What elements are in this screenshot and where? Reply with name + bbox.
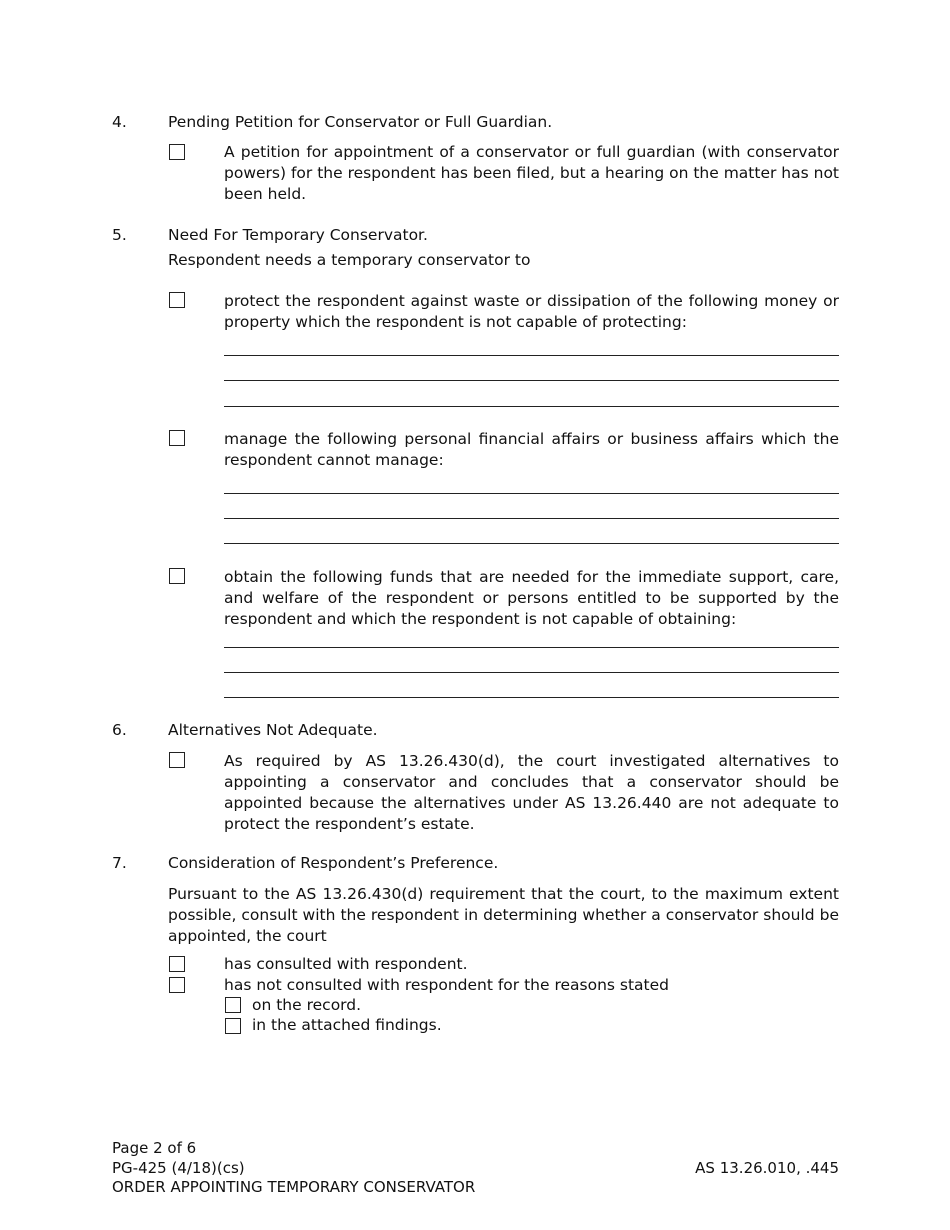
section-6-number: 6. [112, 721, 127, 739]
section-7-not-consulted-text: has not consulted with respondent for the reasons stated [224, 976, 670, 994]
section-5-option-c-text: obtain the following funds that are needed for the immediate support, care, and welfare of the respondent or persons entitled to be supported by the respondent and which the respondent is not capable of obtaining: [224, 568, 839, 628]
section-5-option-b-line-1[interactable] [224, 493, 839, 494]
section-5-option-c-checkbox[interactable] [169, 568, 185, 584]
section-7-consulted-text: has consulted with respondent. [224, 955, 468, 973]
section-5-option-c-line-2[interactable] [224, 672, 839, 673]
section-5-option-a-line-3[interactable] [224, 406, 839, 407]
section-5-option-a-text: protect the respondent against waste or dissipation of the following money or property which the respondent is not capable of protecting: [224, 292, 839, 331]
section-7-attached-findings-checkbox[interactable] [225, 1018, 241, 1034]
section-7-number: 7. [112, 854, 127, 872]
section-7-heading: Consideration of Respondent’s Preference. [168, 854, 499, 872]
section-5-option-a-line-1[interactable] [224, 355, 839, 356]
section-5-option-c-line-1[interactable] [224, 647, 839, 648]
section-5-option-b-line-3[interactable] [224, 543, 839, 544]
section-7-consulted-checkbox[interactable] [169, 956, 185, 972]
section-7-intro: Pursuant to the AS 13.26.430(d) requirement that the court, to the maximum extent possible, consult with the respondent in determining whether a conservator should be appointed, the court [168, 885, 839, 945]
section-5-number: 5. [112, 226, 127, 244]
section-5-intro: Respondent needs a temporary conservator to [168, 251, 531, 269]
footer-form-id: PG-425 (4/18)(cs) [112, 1159, 245, 1177]
section-7-attached-findings-text: in the attached findings. [252, 1016, 442, 1034]
section-7-on-record-checkbox[interactable] [225, 997, 241, 1013]
section-7-on-record-text: on the record. [252, 996, 362, 1014]
footer-page-number: Page 2 of 6 [112, 1139, 197, 1157]
section-4-checkbox[interactable] [169, 144, 185, 160]
section-5-option-b-checkbox[interactable] [169, 430, 185, 446]
section-5-heading: Need For Temporary Conservator. [168, 226, 428, 244]
section-6-heading: Alternatives Not Adequate. [168, 721, 378, 739]
footer-form-title: ORDER APPOINTING TEMPORARY CONSERVATOR [112, 1178, 476, 1196]
section-5-option-b-line-2[interactable] [224, 518, 839, 519]
section-4-heading: Pending Petition for Conservator or Full Guardian. [168, 113, 553, 131]
section-5-option-c-line-3[interactable] [224, 697, 839, 698]
section-6-option-text: As required by AS 13.26.430(d), the court investigated alternatives to appointing a conservator and concludes that a conservator should be appointed because the alternatives under AS 13.26.440 are not adequate to protect the respondent’s estate. [224, 752, 839, 833]
section-5-option-a-line-2[interactable] [224, 380, 839, 381]
section-7-not-consulted-checkbox[interactable] [169, 977, 185, 993]
section-5-option-b-text: manage the following personal financial affairs or business affairs which the respondent cannot manage: [224, 430, 839, 469]
footer-statute: AS 13.26.010, .445 [695, 1159, 839, 1177]
section-4-option-text: A petition for appointment of a conservator or full guardian (with conservator powers) for the respondent has been filed, but a hearing on the matter has not been held. [224, 143, 839, 203]
section-5-option-a-checkbox[interactable] [169, 292, 185, 308]
section-6-checkbox[interactable] [169, 752, 185, 768]
section-4-number: 4. [112, 113, 127, 131]
